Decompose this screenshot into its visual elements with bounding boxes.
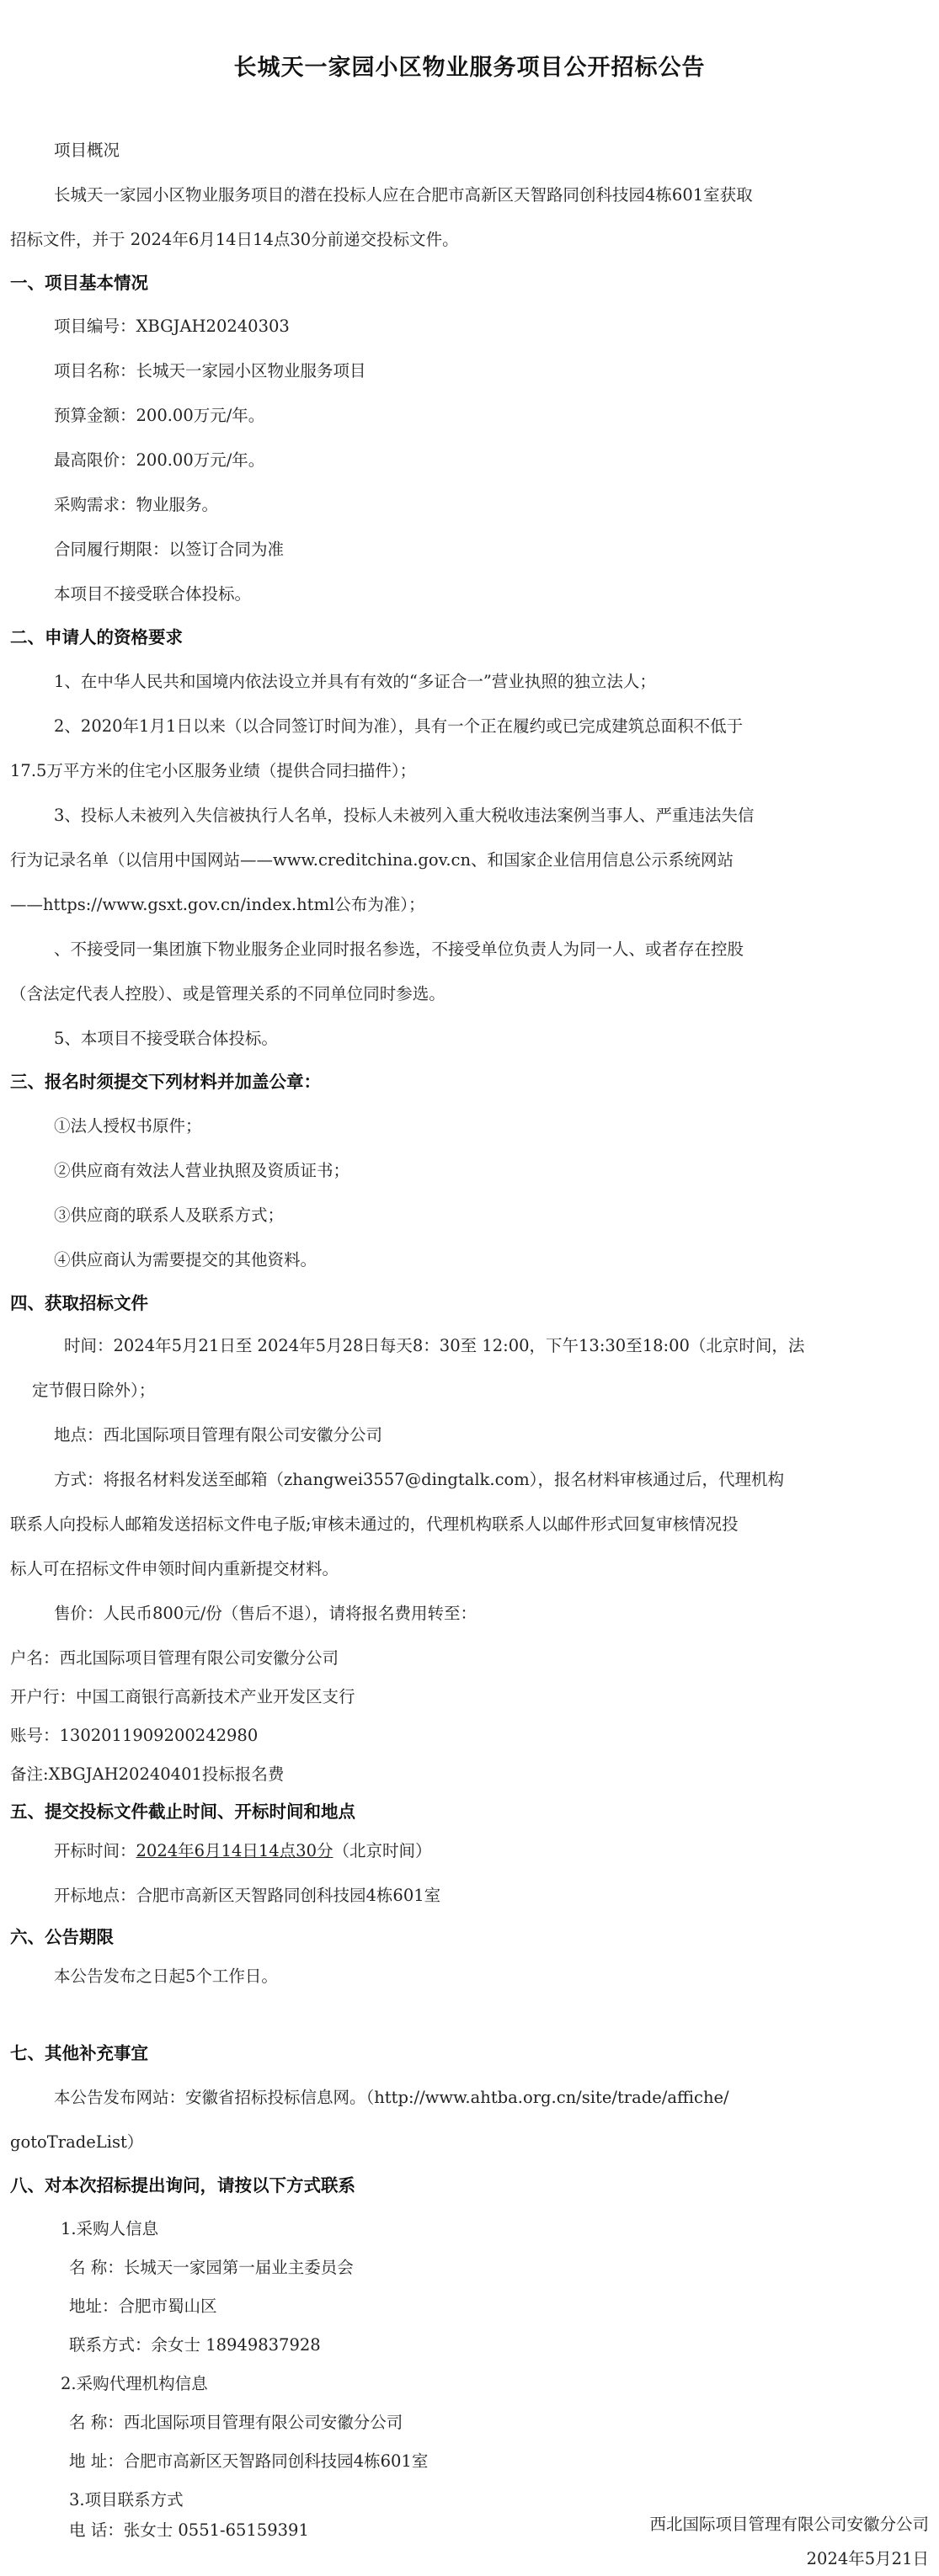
- purchaser-heading: 1.采购人信息: [61, 2219, 159, 2238]
- qualification-5: 5、本项目不接受联合体投标。: [54, 1029, 278, 1048]
- account-number: 账号：1302011909200242980: [10, 1726, 259, 1745]
- purchaser-contact: 联系方式：余女士 18949837928: [69, 2335, 321, 2355]
- acquire-method-line-2: 联系人向投标人邮箱发送招标文件电子版;审核未通过的，代理机构联系人以邮件形式回复审核情况投: [10, 1514, 739, 1534]
- acquire-method-line-3: 标人可在招标文件申领时间内重新提交材料。: [10, 1559, 339, 1578]
- payment-remark: 备注:XBGJAH20240401投标报名费: [10, 1764, 285, 1784]
- procurement-need: 采购需求：物业服务。: [54, 495, 219, 514]
- agency-name: 名 称：西北国际项目管理有限公司安徽分公司: [69, 2413, 403, 2432]
- open-time-line: [54, 1839, 432, 1863]
- publish-site-line-1: 本公告发布网站：安徽省招标投标信息网。（http://www.ahtba.org.cn/site/trade/affiche/: [54, 2088, 729, 2107]
- qualification-1: 1、在中华人民共和国境内依法设立并具有有效的“多证合一”营业执照的独立法人；: [54, 672, 656, 691]
- qualification-3-line-1: 3、投标人未被列入失信被执行人名单，投标人未被列入重大税收违法案例当事人、严重违法失信: [54, 806, 755, 825]
- open-time-label: 开标时间：: [54, 1841, 136, 1860]
- contract-period: 合同履行期限：以签订合同为准: [54, 540, 285, 559]
- qualification-3-line-3: ——https://www.gsxt.gov.cn/index.html公布为准）；: [10, 895, 425, 914]
- open-place: 开标地点：合肥市高新区天智路同创科技园4栋601室: [54, 1886, 441, 1905]
- account-name: 户名：西北国际项目管理有限公司安徽分公司: [10, 1648, 339, 1668]
- project-contact-heading: 3.项目联系方式: [69, 2490, 184, 2509]
- section-7-heading: 七、其他补充事宜: [10, 2043, 148, 2063]
- overview-heading: 项目概况: [54, 141, 120, 160]
- purchaser-name: 名 称：长城天一家园第一届业主委员会: [69, 2258, 354, 2277]
- section-5-heading: 五、提交投标文件截止时间、开标时间和地点: [10, 1802, 355, 1822]
- overview-line-1: 长城天一家园小区物业服务项目的潜在投标人应在合肥市高新区天智路同创科技园4栋601室获取: [54, 185, 753, 205]
- agency-heading: 2.采购代理机构信息: [61, 2374, 208, 2393]
- page-title: 长城天一家园小区物业服务项目公开招标公告: [233, 55, 706, 81]
- project-phone: 电 话：张女士 0551-65159391: [69, 2520, 309, 2540]
- signature-company: 西北国际项目管理有限公司安徽分公司: [649, 2515, 929, 2534]
- project-name: 项目名称：长城天一家园小区物业服务项目: [54, 361, 366, 381]
- open-time-value: 2024年6月14日14点30分: [136, 1841, 333, 1860]
- overview-line-2: 招标文件，并于 2024年6月14日14点30分前递交投标文件。: [10, 230, 459, 249]
- section-2-heading: 二、申请人的资格要求: [10, 627, 183, 647]
- material-3: ③供应商的联系人及联系方式；: [54, 1206, 285, 1225]
- qualification-4-line-2: （含法定代表人控股）、或是管理关系的不同单位同时参选。: [10, 984, 445, 1003]
- section-8-heading: 八、对本次招标提出询问，请按以下方式联系: [10, 2175, 355, 2195]
- agency-address: 地 址：合肥市高新区天智路同创科技园4栋601室: [69, 2451, 429, 2471]
- announcement-period: 本公告发布之日起5个工作日。: [54, 1967, 278, 1986]
- acquire-time-line-1: 时间：2024年5月21日至 2024年5月28日每天8：30至 12:00，下午13:30至18:00（北京时间，法: [64, 1336, 805, 1355]
- acquire-time-line-2: 定节假日除外）；: [32, 1381, 156, 1400]
- section-3-heading: 三、报名时须提交下列材料并加盖公章：: [10, 1072, 321, 1092]
- material-4: ④供应商认为需要提交的其他资料。: [54, 1250, 317, 1269]
- qualification-4-line-1: 、不接受同一集团旗下物业服务企业同时报名参选，不接受单位负责人为同一人、或者存在控股: [54, 939, 744, 959]
- open-time-suffix: （北京时间）: [333, 1841, 432, 1860]
- acquire-place: 地点：西北国际项目管理有限公司安徽分公司: [54, 1425, 383, 1445]
- no-consortium-note: 本项目不接受联合体投标。: [54, 584, 252, 604]
- publish-site-line-2: gotoTradeList）: [10, 2132, 144, 2152]
- max-price: 最高限价：200.00万元/年。: [54, 450, 265, 470]
- bank-name: 开户行：中国工商银行高新技术产业开发区支行: [10, 1687, 355, 1706]
- material-1: ①法人授权书原件；: [54, 1116, 202, 1136]
- section-4-heading: 四、获取招标文件: [10, 1293, 148, 1313]
- section-1-heading: 一、项目基本情况: [10, 273, 148, 293]
- qualification-2-line-2: 17.5万平方米的住宅小区服务业绩（提供合同扫描件）；: [10, 761, 417, 780]
- budget-amount: 预算金额：200.00万元/年。: [54, 406, 265, 425]
- signature-date: 2024年5月21日: [806, 2549, 929, 2568]
- document-price: 售价：人民币800元/份（售后不退），请将报名费用转至：: [54, 1604, 478, 1623]
- purchaser-address: 地址：合肥市蜀山区: [69, 2297, 217, 2316]
- qualification-2-line-1: 2、2020年1月1日以来（以合同签订时间为准），具有一个正在履约或已完成建筑总面积不低于: [54, 716, 744, 736]
- project-number: 项目编号：XBGJAH20240303: [54, 317, 290, 336]
- qualification-3-line-2: 行为记录名单（以信用中国网站——www.creditchina.gov.cn、和国家企业信用信息公示系统网站: [10, 850, 734, 870]
- acquire-method-line-1: 方式：将报名材料发送至邮箱（zhangwei3557@dingtalk.com），报名材料审核通过后，代理机构: [54, 1470, 784, 1489]
- material-2: ②供应商有效法人营业执照及资质证书；: [54, 1161, 350, 1180]
- section-6-heading: 六、公告期限: [10, 1927, 114, 1947]
